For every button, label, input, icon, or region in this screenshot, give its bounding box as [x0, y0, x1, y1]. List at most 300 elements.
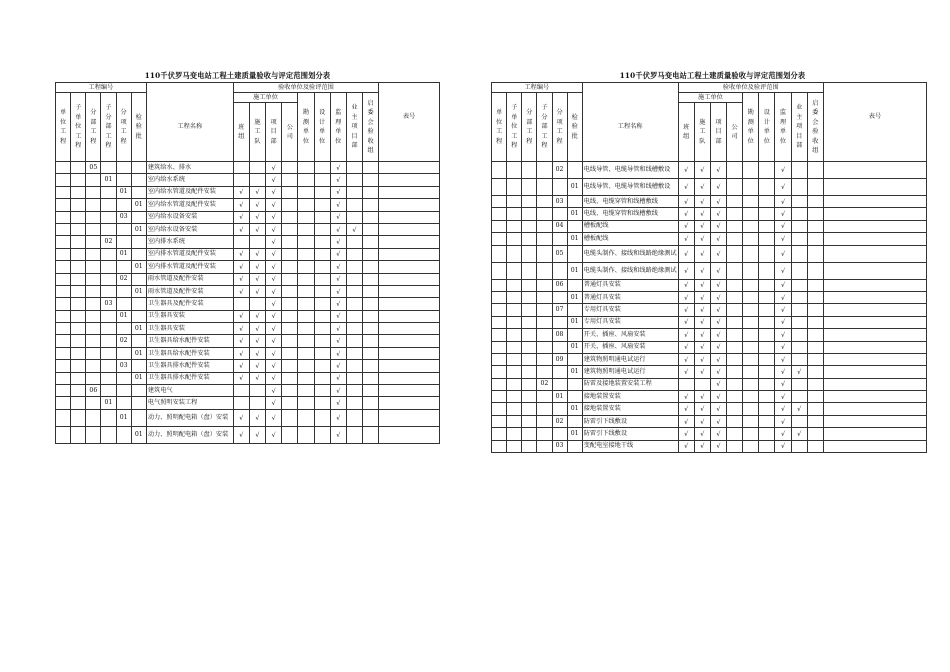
cell-division: [86, 335, 101, 347]
cell-team: √: [678, 196, 694, 208]
cell-sub-unit: [71, 236, 86, 248]
cell-dept: √: [266, 397, 282, 409]
cell-sub-division: 02: [537, 378, 552, 390]
cell-design: [314, 372, 330, 384]
cell-survey: [298, 211, 314, 223]
cell-batch: 01: [567, 341, 582, 353]
cell-batch: [131, 236, 146, 248]
cell-crew: √: [249, 409, 265, 426]
cell-form-no: [823, 353, 926, 365]
cell-dept: √: [710, 279, 726, 291]
cell-survey: [743, 245, 759, 262]
cell-company: [282, 211, 298, 223]
cell-item: 02: [116, 273, 131, 285]
cell-company: [727, 353, 743, 365]
cell-company: [282, 409, 298, 426]
table-row: [492, 304, 927, 316]
table-row: [56, 335, 440, 347]
cell-batch: [567, 304, 582, 316]
cell-sub-division: [537, 196, 552, 208]
table-row: [492, 245, 927, 262]
cell-unit-project: [56, 397, 71, 409]
cell-project-name: 建筑物照明通电试运行: [582, 366, 678, 378]
cell-project-name: 普通灯具安装: [582, 291, 678, 303]
cell-survey: [298, 162, 314, 174]
cell-survey: [298, 360, 314, 372]
cell-sub-unit: [507, 415, 522, 427]
cell-sub-division: [101, 199, 116, 211]
cell-form-no: [823, 304, 926, 316]
cell-batch: [131, 162, 146, 174]
header-blank: [582, 83, 678, 93]
header-design: 设计单位: [763, 109, 770, 145]
cell-committee: [807, 208, 823, 220]
cell-committee: [362, 261, 378, 273]
cell-supervision: √: [330, 409, 346, 426]
cell-item: 01: [116, 409, 131, 426]
cell-form-no: [379, 236, 440, 248]
cell-dept: √: [710, 378, 726, 390]
cell-batch: 01: [131, 285, 146, 297]
table-row: [492, 316, 927, 328]
cell-team: [233, 397, 249, 409]
cell-sub-unit: [71, 298, 86, 310]
cell-committee: [362, 385, 378, 397]
cell-design: [314, 285, 330, 297]
cell-unit-project: [492, 378, 507, 390]
cell-owner: [346, 372, 362, 384]
header-crew: 施工队: [699, 118, 706, 145]
cell-sub-unit: [71, 347, 86, 359]
cell-survey: [743, 341, 759, 353]
cell-team: [233, 174, 249, 186]
cell-form-no: [379, 335, 440, 347]
cell-sub-division: 03: [101, 298, 116, 310]
cell-sub-division: [101, 211, 116, 223]
cell-team: √: [678, 403, 694, 415]
cell-item: [116, 347, 131, 359]
cell-team: √: [233, 360, 249, 372]
cell-division: [522, 366, 537, 378]
table-row: [56, 285, 440, 297]
cell-form-no: [379, 162, 440, 174]
cell-design: [759, 378, 775, 390]
cell-unit-project: [492, 316, 507, 328]
cell-company: [282, 323, 298, 335]
table-header: [56, 83, 440, 162]
cell-project-name: 电缆头制作、接线和线路绝缘测试: [582, 262, 678, 279]
cell-company: [282, 174, 298, 186]
cell-company: [727, 440, 743, 452]
header-item: 分项工程: [556, 109, 563, 145]
cell-batch: 01: [131, 426, 146, 443]
cell-division: [86, 298, 101, 310]
cell-committee: [362, 273, 378, 285]
cell-company: [282, 360, 298, 372]
cell-dept: √: [710, 304, 726, 316]
header-batch: 检验批: [135, 113, 142, 140]
cell-crew: √: [694, 245, 710, 262]
cell-owner: [346, 186, 362, 198]
cell-team: √: [233, 261, 249, 273]
header-dept: 项目部: [270, 118, 277, 145]
table-row: [56, 397, 440, 409]
cell-batch: [131, 409, 146, 426]
cell-company: [727, 291, 743, 303]
cell-dept: √: [266, 347, 282, 359]
cell-unit-project: [492, 208, 507, 220]
cell-item: 08: [552, 329, 567, 341]
cell-sub-division: [101, 426, 116, 443]
cell-item: [552, 179, 567, 196]
cell-division: [522, 245, 537, 262]
table-row: [492, 428, 927, 440]
cell-project-name: 接地装置安装: [582, 403, 678, 415]
cell-sub-division: [537, 415, 552, 427]
cell-division: [522, 403, 537, 415]
cell-crew: √: [249, 186, 265, 198]
cell-item: [116, 223, 131, 235]
cell-form-no: [823, 378, 926, 390]
cell-batch: 01: [567, 366, 582, 378]
header-blank: [146, 83, 233, 93]
cell-owner: [791, 208, 807, 220]
cell-unit-project: [56, 335, 71, 347]
cell-sub-division: [101, 323, 116, 335]
cell-batch: [567, 440, 582, 452]
cell-dept: √: [266, 174, 282, 186]
cell-company: [727, 208, 743, 220]
cell-team: √: [678, 162, 694, 179]
cell-supervision: √: [330, 372, 346, 384]
cell-supervision: √: [330, 248, 346, 260]
cell-division: [522, 162, 537, 179]
cell-division: [522, 329, 537, 341]
table-row: [56, 385, 440, 397]
cell-design: [314, 236, 330, 248]
cell-committee: [807, 403, 823, 415]
cell-division: [522, 316, 537, 328]
cell-project-name: 槽板配线: [582, 220, 678, 232]
cell-team: √: [233, 310, 249, 322]
cell-crew: √: [249, 248, 265, 260]
cell-crew: √: [694, 353, 710, 365]
cell-owner: [791, 291, 807, 303]
cell-sub-division: [101, 409, 116, 426]
cell-team: √: [678, 245, 694, 262]
header-team: 班组: [238, 123, 245, 140]
cell-committee: [807, 262, 823, 279]
cell-dept: √: [710, 233, 726, 245]
cell-team: √: [678, 353, 694, 365]
cell-project-name: 槽板配线: [582, 233, 678, 245]
cell-batch: 01: [567, 179, 582, 196]
cell-survey: [298, 174, 314, 186]
cell-dept: √: [266, 236, 282, 248]
cell-crew: [249, 298, 265, 310]
cell-form-no: [379, 385, 440, 397]
cell-survey: [298, 199, 314, 211]
cell-crew: √: [249, 426, 265, 443]
cell-dept: √: [266, 273, 282, 285]
cell-batch: [131, 273, 146, 285]
cell-batch: [567, 353, 582, 365]
cell-batch: [131, 186, 146, 198]
cell-dept: √: [710, 391, 726, 403]
cell-project-name: 防雷引下线敷设: [582, 415, 678, 427]
cell-project-name: 室内给水系统: [146, 174, 233, 186]
cell-crew: √: [694, 304, 710, 316]
cell-project-name: 卫生器具及配件安装: [146, 298, 233, 310]
right-page: [475, 0, 950, 672]
cell-unit-project: [492, 179, 507, 196]
cell-survey: [743, 233, 759, 245]
header-division: 分部工程: [526, 109, 533, 145]
cell-form-no: [823, 279, 926, 291]
cell-crew: √: [694, 262, 710, 279]
cell-supervision: √: [330, 186, 346, 198]
cell-owner: [346, 397, 362, 409]
cell-committee: [807, 220, 823, 232]
cell-supervision: √: [775, 440, 791, 452]
cell-supervision: √: [330, 285, 346, 297]
cell-item: 03: [116, 360, 131, 372]
cell-survey: [743, 208, 759, 220]
cell-design: [314, 310, 330, 322]
cell-dept: √: [266, 186, 282, 198]
cell-unit-project: [56, 223, 71, 235]
cell-team: √: [678, 291, 694, 303]
cell-form-no: [823, 391, 926, 403]
cell-dept: √: [266, 162, 282, 174]
cell-design: [759, 196, 775, 208]
cell-item: [552, 316, 567, 328]
cell-form-no: [379, 360, 440, 372]
cell-batch: 01: [131, 372, 146, 384]
header-sub-division: 子分部工程: [105, 104, 112, 150]
cell-unit-project: [56, 273, 71, 285]
cell-form-no: [379, 186, 440, 198]
cell-team: √: [233, 323, 249, 335]
cell-sub-unit: [507, 428, 522, 440]
cell-owner: [791, 353, 807, 365]
header-team: 班组: [683, 123, 690, 140]
cell-committee: [807, 428, 823, 440]
cell-item: [552, 341, 567, 353]
table-row: [56, 372, 440, 384]
cell-crew: √: [249, 360, 265, 372]
cell-sub-unit: [507, 353, 522, 365]
cell-batch: 01: [567, 403, 582, 415]
cell-crew: [249, 162, 265, 174]
cell-dept: √: [710, 208, 726, 220]
cell-survey: [743, 162, 759, 179]
cell-crew: [694, 378, 710, 390]
table-row: [56, 347, 440, 359]
cell-sub-unit: [507, 291, 522, 303]
cell-design: [759, 220, 775, 232]
cell-committee: [362, 360, 378, 372]
cell-owner: [346, 248, 362, 260]
cell-project-name: 防雷及接地装置安装工程: [582, 378, 678, 390]
cell-unit-project: [492, 245, 507, 262]
cell-survey: [743, 329, 759, 341]
table-row: [492, 179, 927, 196]
cell-survey: [743, 378, 759, 390]
table-row: [56, 426, 440, 443]
table-row: [56, 310, 440, 322]
header-construction: 施工单位: [678, 93, 743, 103]
cell-design: [314, 298, 330, 310]
table-row: [492, 391, 927, 403]
cell-crew: [249, 174, 265, 186]
cell-unit-project: [56, 372, 71, 384]
cell-division: [86, 409, 101, 426]
cell-team: [233, 236, 249, 248]
table-row: [492, 329, 927, 341]
cell-committee: [807, 304, 823, 316]
cell-crew: √: [249, 199, 265, 211]
cell-dept: √: [266, 426, 282, 443]
cell-committee: [362, 426, 378, 443]
cell-crew: √: [249, 211, 265, 223]
cell-company: [727, 378, 743, 390]
cell-sub-division: [537, 428, 552, 440]
cell-committee: [807, 378, 823, 390]
cell-unit-project: [492, 341, 507, 353]
cell-dept: √: [710, 291, 726, 303]
cell-division: [86, 261, 101, 273]
cell-supervision: √: [775, 304, 791, 316]
cell-committee: [362, 310, 378, 322]
cell-division: [522, 220, 537, 232]
cell-sub-unit: [507, 179, 522, 196]
cell-batch: 01: [567, 291, 582, 303]
cell-dept: √: [266, 211, 282, 223]
cell-survey: [298, 298, 314, 310]
header-sub-unit: 子单位工程: [75, 104, 82, 150]
cell-company: [727, 391, 743, 403]
cell-company: [282, 298, 298, 310]
cell-design: [314, 409, 330, 426]
header-dept: 项目部: [715, 118, 722, 145]
header-project-no: 工程编号: [56, 83, 147, 93]
cell-owner: [791, 196, 807, 208]
cell-design: [759, 391, 775, 403]
cell-unit-project: [56, 248, 71, 260]
cell-project-name: 雨水管道及配件安装: [146, 285, 233, 297]
cell-team: √: [678, 179, 694, 196]
cell-company: [282, 285, 298, 297]
cell-batch: [567, 378, 582, 390]
cell-committee: [807, 179, 823, 196]
cell-sub-division: 02: [101, 236, 116, 248]
cell-supervision: √: [330, 335, 346, 347]
cell-item: [552, 208, 567, 220]
cell-item: 01: [116, 248, 131, 260]
cell-project-name: 室内给水管道及配件安装: [146, 199, 233, 211]
cell-owner: √: [791, 366, 807, 378]
table-row: [492, 403, 927, 415]
cell-sub-division: [101, 347, 116, 359]
cell-sub-unit: [507, 391, 522, 403]
cell-batch: [567, 329, 582, 341]
table-row: [56, 298, 440, 310]
cell-project-name: 动力、照明配电箱（盘）安装: [146, 409, 233, 426]
cell-committee: [362, 162, 378, 174]
header-company: 公司: [731, 123, 738, 140]
cell-project-name: 普通灯具安装: [582, 279, 678, 291]
cell-survey: [298, 310, 314, 322]
cell-company: [282, 186, 298, 198]
cell-design: [314, 335, 330, 347]
cell-committee: [807, 329, 823, 341]
cell-design: [759, 353, 775, 365]
cell-project-name: 电线、电缆穿管和线槽敷线: [582, 208, 678, 220]
header-name: 工程名称: [582, 93, 678, 162]
cell-item: [552, 378, 567, 390]
cell-dept: √: [266, 310, 282, 322]
cell-supervision: √: [775, 366, 791, 378]
cell-survey: [743, 262, 759, 279]
cell-team: √: [678, 440, 694, 452]
cell-committee: [807, 366, 823, 378]
header-committee: 启委会验收组: [812, 99, 819, 154]
cell-item: [116, 323, 131, 335]
header-name: 工程名称: [146, 93, 233, 162]
cell-supervision: √: [330, 236, 346, 248]
cell-crew: √: [694, 196, 710, 208]
cell-supervision: √: [775, 245, 791, 262]
cell-design: [314, 273, 330, 285]
cell-company: [282, 335, 298, 347]
cell-sub-unit: [507, 304, 522, 316]
cell-item: [552, 366, 567, 378]
cell-division: [86, 236, 101, 248]
cell-owner: [346, 285, 362, 297]
cell-dept: √: [710, 196, 726, 208]
cell-sub-unit: [71, 273, 86, 285]
header-blank: [823, 83, 926, 93]
cell-supervision: √: [775, 353, 791, 365]
cell-survey: [743, 179, 759, 196]
cell-design: [314, 323, 330, 335]
cell-project-name: 室内排水管道及配件安装: [146, 261, 233, 273]
cell-unit-project: [492, 366, 507, 378]
cell-division: [86, 273, 101, 285]
cell-unit-project: [56, 298, 71, 310]
table-row: [56, 174, 440, 186]
cell-unit-project: [492, 329, 507, 341]
cell-batch: [131, 335, 146, 347]
cell-crew: √: [694, 279, 710, 291]
cell-batch: [567, 220, 582, 232]
cell-sub-unit: [71, 211, 86, 223]
cell-owner: [791, 220, 807, 232]
cell-sub-unit: [71, 360, 86, 372]
header-project-no: 工程编号: [492, 83, 583, 93]
cell-company: [727, 196, 743, 208]
cell-dept: √: [266, 199, 282, 211]
cell-company: [282, 248, 298, 260]
cell-team: √: [233, 199, 249, 211]
cell-crew: √: [694, 403, 710, 415]
cell-owner: [791, 245, 807, 262]
cell-item: 01: [552, 391, 567, 403]
cell-owner: [346, 211, 362, 223]
cell-design: [759, 279, 775, 291]
cell-division: [86, 360, 101, 372]
